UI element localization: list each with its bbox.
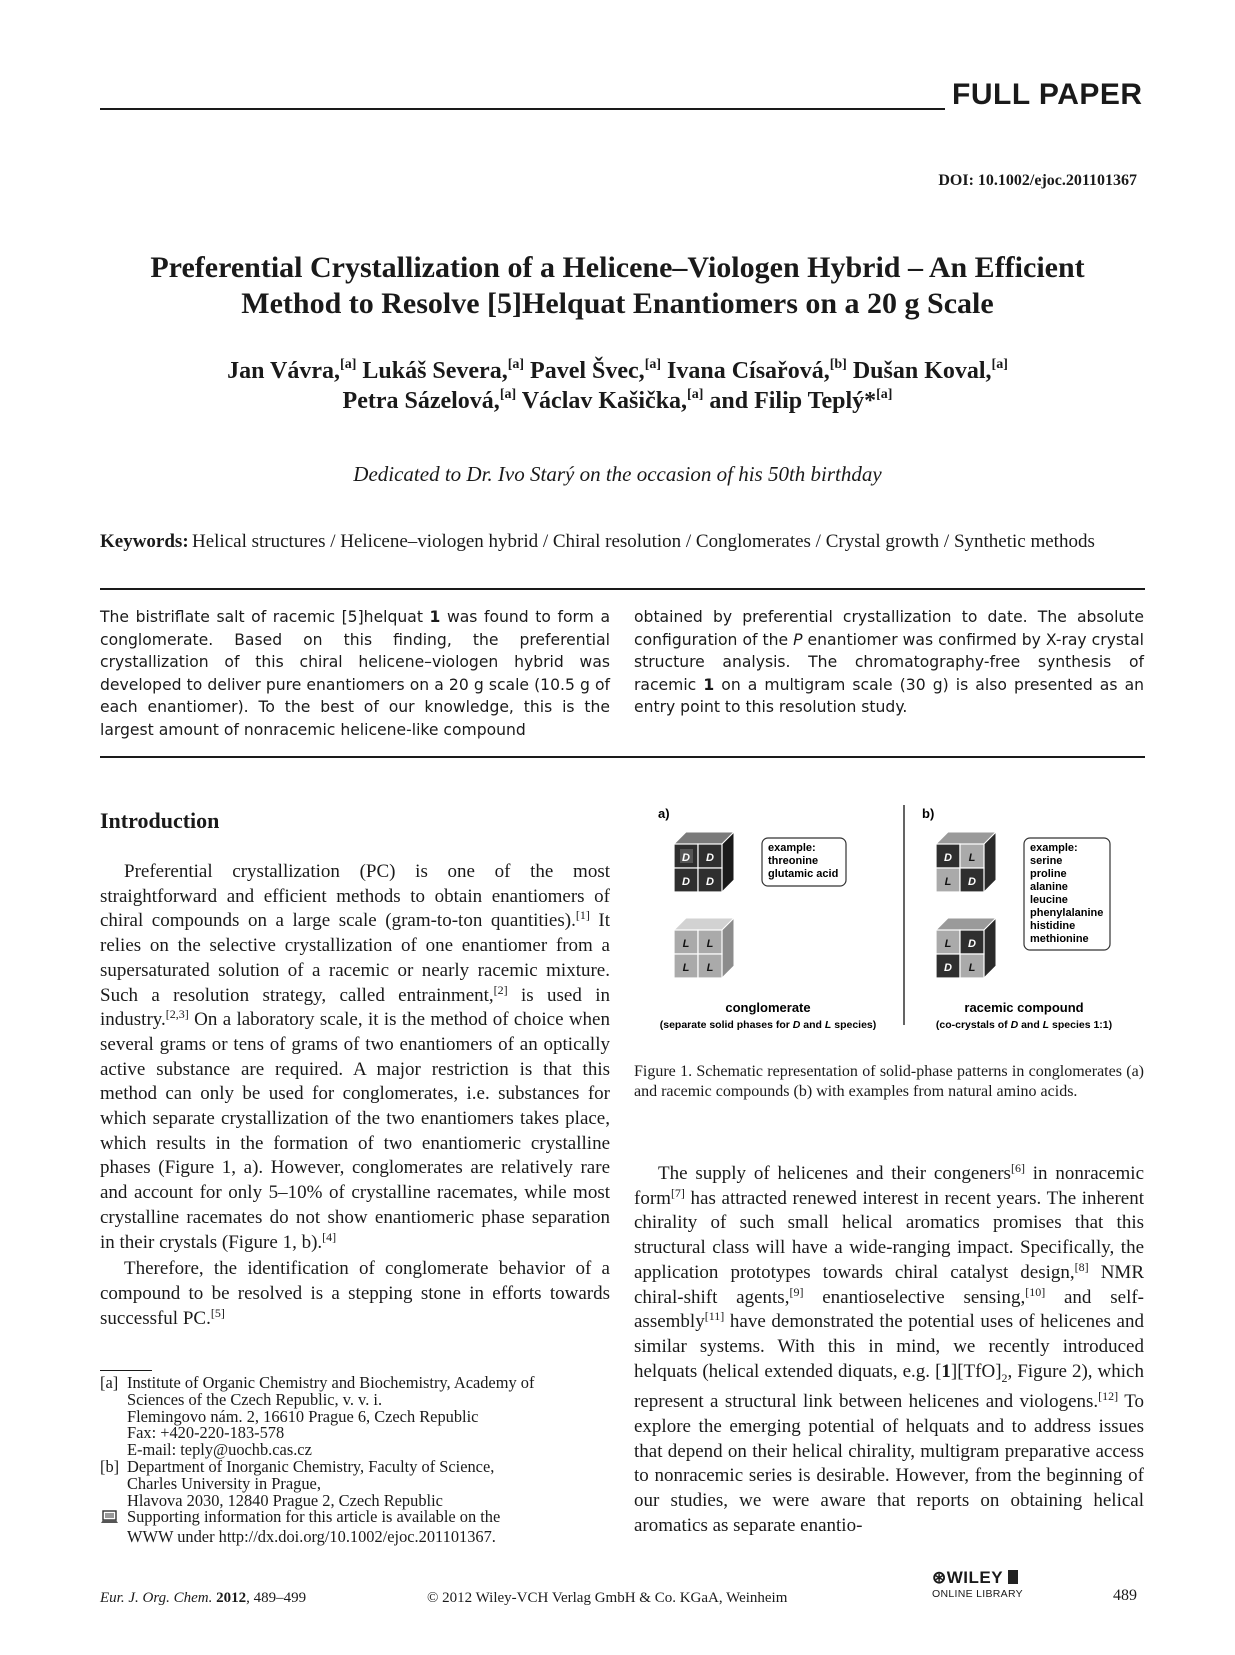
title-line: Method to Resolve [5]Helquat Enantiomers on a 20 g Scale <box>241 287 994 320</box>
affiliation-ref: [a] <box>499 387 517 402</box>
cube-label: L <box>682 962 690 974</box>
paper-title <box>100 250 1135 322</box>
figure-1 <box>634 800 1144 1040</box>
dedication: Dedicated to Dr. Ivo Starý on the occasion of his 50th birthday <box>353 462 882 486</box>
citation[interactable]: [11] <box>704 1309 725 1324</box>
section-heading: Introduction <box>100 808 220 833</box>
header-rule <box>100 108 945 110</box>
cube-label: D <box>944 852 952 864</box>
author-list <box>100 356 1135 416</box>
affiliation-line: Flemingovo nám. 2, 16610 Prague 6, Czech Republic <box>127 1406 479 1426</box>
author-name: Petra Sázelová, <box>342 388 500 414</box>
affiliation-ref: [a] <box>991 357 1008 372</box>
keywords-text: Helical structures / Helicene–viologen hybrid / Chiral resolution / Conglomerates / Crystal growth / Synthetic methods <box>192 531 1095 552</box>
affiliation-tag: [a] <box>100 1373 119 1392</box>
example-text: alanine <box>1030 881 1068 893</box>
affiliations <box>100 1375 610 1546</box>
abstract-right: obtained by preferential crystallization to date. The absolute configuration of the P enantiomer was confirmed by X-ray crystal structure analysis. The chromatography-free synthesis of racemic 1 on a multigram scale (30 g) is also presented as an entry point to this resolution study. <box>634 608 1145 716</box>
cube-label: D <box>944 962 952 974</box>
keywords <box>100 530 1145 554</box>
abstract-top-rule <box>100 588 1145 590</box>
supporting-info-url[interactable]: WWW under http://dx.doi.org/10.1002/ejoc.201101367. <box>127 1527 496 1547</box>
figure-label-b: racemic compound <box>964 1000 1084 1015</box>
cube-label: D <box>706 876 714 888</box>
citation[interactable]: [7] <box>670 1185 685 1200</box>
cube-label: L <box>968 852 976 864</box>
affiliation-ref: [a] <box>644 357 662 372</box>
example-text: methionine <box>1030 933 1089 945</box>
abstract-left: The bistriflate salt of racemic [5]helquat 1 was found to form a conglomerate. Based on this finding, the preferential crystallization of this chiral helicene–viologen hybrid was developed to deliver pure enantiomers on a 20 g scale (10.5 g of each enantiomer). To the best of our knowledge, this is the largest amount of nonracemic helicene-like compound <box>100 608 610 739</box>
footnote-rule <box>100 1370 152 1371</box>
figure-label-a: conglomerate <box>725 1000 811 1015</box>
citation[interactable]: [5] <box>210 1305 225 1320</box>
citation[interactable]: [4] <box>322 1229 337 1244</box>
figure-sublabel-a: (separate solid phases for D and L species) <box>659 1019 877 1031</box>
paragraph: Preferential crystallization (PC) is one of the most straightforward and efficient methods to obtain enantiomers of chiral compounds on a large scale (gram-to-ton quantities).[1] It relies on the selective crystallization of one enantiomer from a supersaturated solution of a racemic or nearly racemic mixture. Such a resolution strategy, called entrainment,[2] is used in industry.[2,3] On a laboratory scale, it is the method of choice when several grams or tens of grams of two enantiomers of an optically active substance are required. A major restriction is that this method can only be used for conglomerates, i.e. substances for which separate crystallization of the two enantiomers takes place, which results in the formation of two enantiomeric crystalline phases (Figure 1, a). However, conglomerates are relatively rare and account for only 5–10% of crystalline racemates, while most crystalline racemates do not show enantiomeric phase separation in their crystals (Figure 1, b).[4] <box>100 861 611 1253</box>
affiliation-ref: [a] <box>340 357 357 372</box>
cube-b-top <box>936 832 996 892</box>
affiliation-line: Charles University in Prague, <box>127 1473 321 1493</box>
affiliation-ref: [a] <box>507 357 525 372</box>
author-name: Lukáš Severa, <box>362 358 508 384</box>
paragraph: Therefore, the identification of conglomerate behavior of a compound to be resolved is a stepping stone in efforts towards successful PC.[5] <box>100 1258 610 1329</box>
cube-label: L <box>706 962 714 974</box>
cube-label: D <box>682 876 690 888</box>
wiley-mark-icon: ⊛ <box>932 1568 947 1587</box>
affiliation-line: Institute of Organic Chemistry and Biochemistry, Academy of <box>127 1373 535 1392</box>
book-icon <box>1008 1570 1018 1584</box>
example-text: example: <box>768 842 816 854</box>
example-text: histidine <box>1030 920 1076 932</box>
cube-label: L <box>944 876 952 888</box>
cube-a-top <box>674 832 734 892</box>
citation[interactable]: [12] <box>1098 1389 1119 1404</box>
affiliation-line: Hlavova 2030, 12840 Prague 2, Czech Republic <box>127 1490 443 1510</box>
cube-label: L <box>944 938 952 950</box>
citation[interactable]: [9] <box>789 1284 804 1299</box>
author-name: Dušan Koval, <box>852 358 992 384</box>
citation[interactable]: [2] <box>493 982 508 997</box>
keywords-label: Keywords: <box>100 531 189 552</box>
affiliation-ref: [a] <box>687 387 704 402</box>
author-name: Pavel Švec, <box>530 358 645 384</box>
example-text: example: <box>1030 842 1078 854</box>
author-name: and Filip Teplý* <box>709 388 877 414</box>
example-text: threonine <box>768 855 819 867</box>
affiliation-line: Sciences of the Czech Republic, v. v. i. <box>127 1389 383 1409</box>
doi[interactable]: DOI: 10.1002/ejoc.201101367 <box>938 172 1137 189</box>
supporting-info: Supporting information for this article is available on the <box>127 1507 501 1527</box>
journal-citation: Eur. J. Org. Chem. 2012, 489–499 <box>100 1590 307 1606</box>
example-text: leucine <box>1030 894 1068 906</box>
panel-label-a: a) <box>658 806 670 821</box>
author-line-1 <box>100 356 1135 386</box>
cube-label: D <box>706 852 714 864</box>
cube-label: D <box>682 852 690 864</box>
publisher-logo[interactable]: ⊛WILEY ONLINE LIBRARY <box>932 1568 1023 1600</box>
citation[interactable]: [2,3] <box>165 1007 189 1022</box>
intro-body <box>100 860 610 1331</box>
citation[interactable]: [10] <box>1025 1284 1046 1299</box>
cube-label: L <box>968 962 976 974</box>
cube-label: L <box>682 938 690 950</box>
citation[interactable]: [8] <box>1074 1259 1089 1274</box>
example-text: phenylalanine <box>1030 907 1104 919</box>
cube-b-bottom <box>936 918 996 978</box>
affiliation-line: Department of Inorganic Chemistry, Faculty of Science, <box>127 1456 495 1476</box>
author-name: Václav Kašička, <box>521 388 688 414</box>
author-name: Jan Vávra, <box>227 358 341 384</box>
computer-icon <box>100 1509 127 1529</box>
right-body <box>634 1162 1144 1538</box>
paragraph: The supply of helicenes and their congeners[6] in nonracemic form[7] has attracted renewed interest in recent years. The inherent chirality of such small helical aromatics promises that this structural class will have a wide-ranging impact. Specifically, the application prototypes towards chiral catalyst design,[8] NMR chiral-shift agents,[9] enantioselective sensing,[10] and self-assembly[11] have demonstrated the potential uses of helicenes and similar systems. With this in mind, we recently introduced helquats (helical extended diquats, e.g. $[1][TfO]_2$, Figure 2), which represent a structural link between helicenes and viologens.[12] To explore the emerging potential of helquats and to address issues that depend on their helical chirality, multigram preparative access to nonracemic series is desirable. However, from the beginning of our studies, we were aware that reports on obtaining helical aromatics as separate enantio- <box>634 1161 1145 1536</box>
page-number: 489 <box>1113 1587 1137 1604</box>
section-label: FULL PAPER <box>952 78 1143 111</box>
affiliation-line: Fax: +420-220-183-578 <box>127 1423 285 1443</box>
title-line: Preferential Crystallization of a Helicene–Viologen Hybrid – An Efficient <box>150 251 1085 284</box>
figure-sublabel-b: (co-crystals of D and L species 1:1) <box>935 1019 1113 1031</box>
cube-label: D <box>968 938 976 950</box>
affiliation-ref: [b] <box>829 357 847 372</box>
citation[interactable]: [6] <box>1010 1161 1025 1175</box>
example-text: glutamic acid <box>768 868 839 880</box>
author-name: Ivana Císařová, <box>667 358 830 384</box>
cube-label: D <box>968 876 976 888</box>
figure-caption: Figure 1. Schematic representation of solid-phase patterns in conglomerates (a) and racemic compounds (b) with examples from natural amino acids. <box>634 1063 1144 1100</box>
affiliation-ref: [a] <box>876 387 893 402</box>
cube-a-bottom <box>674 918 734 978</box>
example-text: proline <box>1030 868 1067 880</box>
example-text: serine <box>1030 855 1063 867</box>
copyright: © 2012 Wiley-VCH Verlag GmbH & Co. KGaA, Weinheim <box>427 1590 788 1606</box>
abstract-bottom-rule <box>100 756 1145 758</box>
affiliation-tag: [b] <box>100 1456 120 1476</box>
panel-label-b: b) <box>922 806 935 821</box>
cube-label: L <box>706 938 714 950</box>
citation[interactable]: [1] <box>575 908 590 923</box>
author-line-2 <box>100 386 1135 416</box>
email[interactable]: E-mail: teply@uochb.cas.cz <box>127 1440 312 1460</box>
